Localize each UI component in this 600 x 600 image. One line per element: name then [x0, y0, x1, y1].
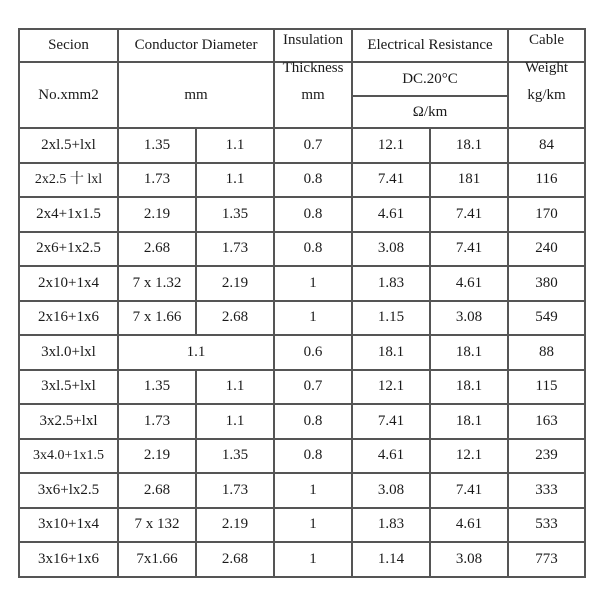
cell-resistance-a: 1.83	[352, 508, 430, 543]
table-row	[19, 266, 585, 301]
table-row	[19, 301, 585, 336]
cell-insulation: 0.8	[274, 197, 352, 232]
cell-conductor-a: 1.73	[118, 404, 196, 439]
cell-conductor-merged: 1.1	[118, 335, 274, 370]
header-weight-unit: kg/km	[508, 62, 585, 128]
cell-insulation: 1	[274, 473, 352, 508]
cell-conductor-b: 1.1	[196, 404, 274, 439]
cell-weight: 549	[508, 301, 585, 336]
cell-weight: 88	[508, 335, 585, 370]
cell-conductor-a: 7x1.66	[118, 542, 196, 577]
header-electrical-resistance: Electrical Resistance	[352, 29, 508, 62]
cell-resistance-a: 1.15	[352, 301, 430, 336]
cell-conductor-b: 2.19	[196, 266, 274, 301]
header-cable-weight	[508, 29, 585, 77]
cell-conductor-b: 1.35	[196, 197, 274, 232]
table-row	[19, 404, 585, 439]
cell-weight: 115	[508, 370, 585, 405]
cell-conductor-b: 1.73	[196, 232, 274, 267]
cell-insulation: 1	[274, 301, 352, 336]
cell-resistance-a: 7.41	[352, 404, 430, 439]
cell-section: 2x4+1x1.5	[19, 197, 118, 232]
cell-weight: 533	[508, 508, 585, 543]
header-weight-clipped: Weight	[525, 60, 568, 77]
cell-conductor-a: 7 x 132	[118, 508, 196, 543]
cell-resistance-b: 18.1	[430, 128, 508, 163]
table-row	[19, 508, 585, 543]
cell-insulation: 0.7	[274, 128, 352, 163]
header-insulation-label: Insulation	[283, 32, 344, 49]
cell-resistance-b: 18.1	[430, 404, 508, 439]
cell-resistance-a: 3.08	[352, 473, 430, 508]
cell-section: 3xl.5+lxl	[19, 370, 118, 405]
cell-resistance-a: 4.61	[352, 197, 430, 232]
cell-resistance-b: 3.08	[430, 301, 508, 336]
cable-spec-table	[18, 28, 586, 578]
cell-section: 3x6+lx2.5	[19, 473, 118, 508]
cell-insulation: 0.8	[274, 163, 352, 198]
header-row-titles	[19, 29, 585, 62]
cell-conductor-a: 7 x 1.66	[118, 301, 196, 336]
cell-conductor-a: 2.19	[118, 197, 196, 232]
cell-weight: 380	[508, 266, 585, 301]
cell-section: 2x10+1x4	[19, 266, 118, 301]
cell-conductor-b: 1.1	[196, 128, 274, 163]
cell-conductor-b: 1.73	[196, 473, 274, 508]
cell-conductor-b: 2.68	[196, 542, 274, 577]
cell-conductor-b: 1.1	[196, 163, 274, 198]
header-section: Secion	[19, 29, 118, 62]
cell-resistance-b: 181	[430, 163, 508, 198]
header-weight-label: Cable	[529, 32, 565, 49]
cell-resistance-a: 1.83	[352, 266, 430, 301]
cell-resistance-b: 3.08	[430, 542, 508, 577]
cell-insulation: 0.8	[274, 404, 352, 439]
cell-section: 3x4.0+1x1.5	[19, 439, 118, 474]
cell-section: 2xl.5+lxl	[19, 128, 118, 163]
cell-insulation: 1	[274, 508, 352, 543]
cell-resistance-a: 18.1	[352, 335, 430, 370]
table-row	[19, 232, 585, 267]
cell-resistance-a: 12.1	[352, 370, 430, 405]
cell-resistance-b: 12.1	[430, 439, 508, 474]
cell-resistance-b: 18.1	[430, 335, 508, 370]
table-row	[19, 335, 585, 370]
cell-section: 3x2.5+lxl	[19, 404, 118, 439]
header-insulation-clipped: Thickness	[282, 60, 344, 77]
cell-resistance-a: 3.08	[352, 232, 430, 267]
cell-resistance-b: 4.61	[430, 508, 508, 543]
cell-resistance-a: 4.61	[352, 439, 430, 474]
header-conductor-diameter: Conductor Diameter	[118, 29, 274, 62]
cell-weight: 170	[508, 197, 585, 232]
cell-resistance-a: 12.1	[352, 128, 430, 163]
cell-insulation: 0.7	[274, 370, 352, 405]
cell-weight: 773	[508, 542, 585, 577]
cell-weight: 163	[508, 404, 585, 439]
cell-insulation: 0.6	[274, 335, 352, 370]
cell-weight: 84	[508, 128, 585, 163]
cell-conductor-a: 1.35	[118, 370, 196, 405]
cell-weight: 240	[508, 232, 585, 267]
cell-conductor-b: 2.68	[196, 301, 274, 336]
cell-conductor-b: 1.1	[196, 370, 274, 405]
table-row	[19, 197, 585, 232]
cell-conductor-b: 2.19	[196, 508, 274, 543]
table-row	[19, 473, 585, 508]
cell-conductor-a: 2.68	[118, 473, 196, 508]
cell-resistance-a: 1.14	[352, 542, 430, 577]
cell-section: 3xl.0+lxl	[19, 335, 118, 370]
header-conductor-unit: mm	[118, 62, 274, 128]
cell-insulation: 0.8	[274, 232, 352, 267]
cell-resistance-b: 18.1	[430, 370, 508, 405]
cell-weight: 333	[508, 473, 585, 508]
cell-conductor-a: 1.35	[118, 128, 196, 163]
cell-resistance-b: 7.41	[430, 197, 508, 232]
cell-weight: 116	[508, 163, 585, 198]
table-row	[19, 439, 585, 474]
cell-resistance-b: 4.61	[430, 266, 508, 301]
cell-insulation: 1	[274, 542, 352, 577]
cell-insulation: 0.8	[274, 439, 352, 474]
table-row	[19, 128, 585, 163]
cell-section: 2x16+1x6	[19, 301, 118, 336]
cell-resistance-b: 7.41	[430, 473, 508, 508]
table-row	[19, 163, 585, 198]
table-row	[19, 370, 585, 405]
header-insulation-unit: mm	[274, 62, 352, 128]
cell-conductor-a: 7 x 1.32	[118, 266, 196, 301]
cell-section: 3x10+1x4	[19, 508, 118, 543]
header-resistance-unit: Ω/km	[352, 96, 508, 128]
cell-conductor-a: 1.73	[118, 163, 196, 198]
cell-resistance-b: 7.41	[430, 232, 508, 267]
cell-conductor-a: 2.68	[118, 232, 196, 267]
header-insulation	[274, 29, 352, 77]
header-section-unit: No.xmm2	[19, 62, 118, 128]
cell-resistance-a: 7.41	[352, 163, 430, 198]
cell-section: 2x6+1x2.5	[19, 232, 118, 267]
header-resistance-condition: DC.20°C	[352, 62, 508, 96]
cell-conductor-b: 1.35	[196, 439, 274, 474]
cell-weight: 239	[508, 439, 585, 474]
cell-section: 2x2.5 十 lxl	[19, 163, 118, 198]
cell-section: 3x16+1x6	[19, 542, 118, 577]
table-row	[19, 542, 585, 577]
cell-conductor-a: 2.19	[118, 439, 196, 474]
cell-insulation: 1	[274, 266, 352, 301]
